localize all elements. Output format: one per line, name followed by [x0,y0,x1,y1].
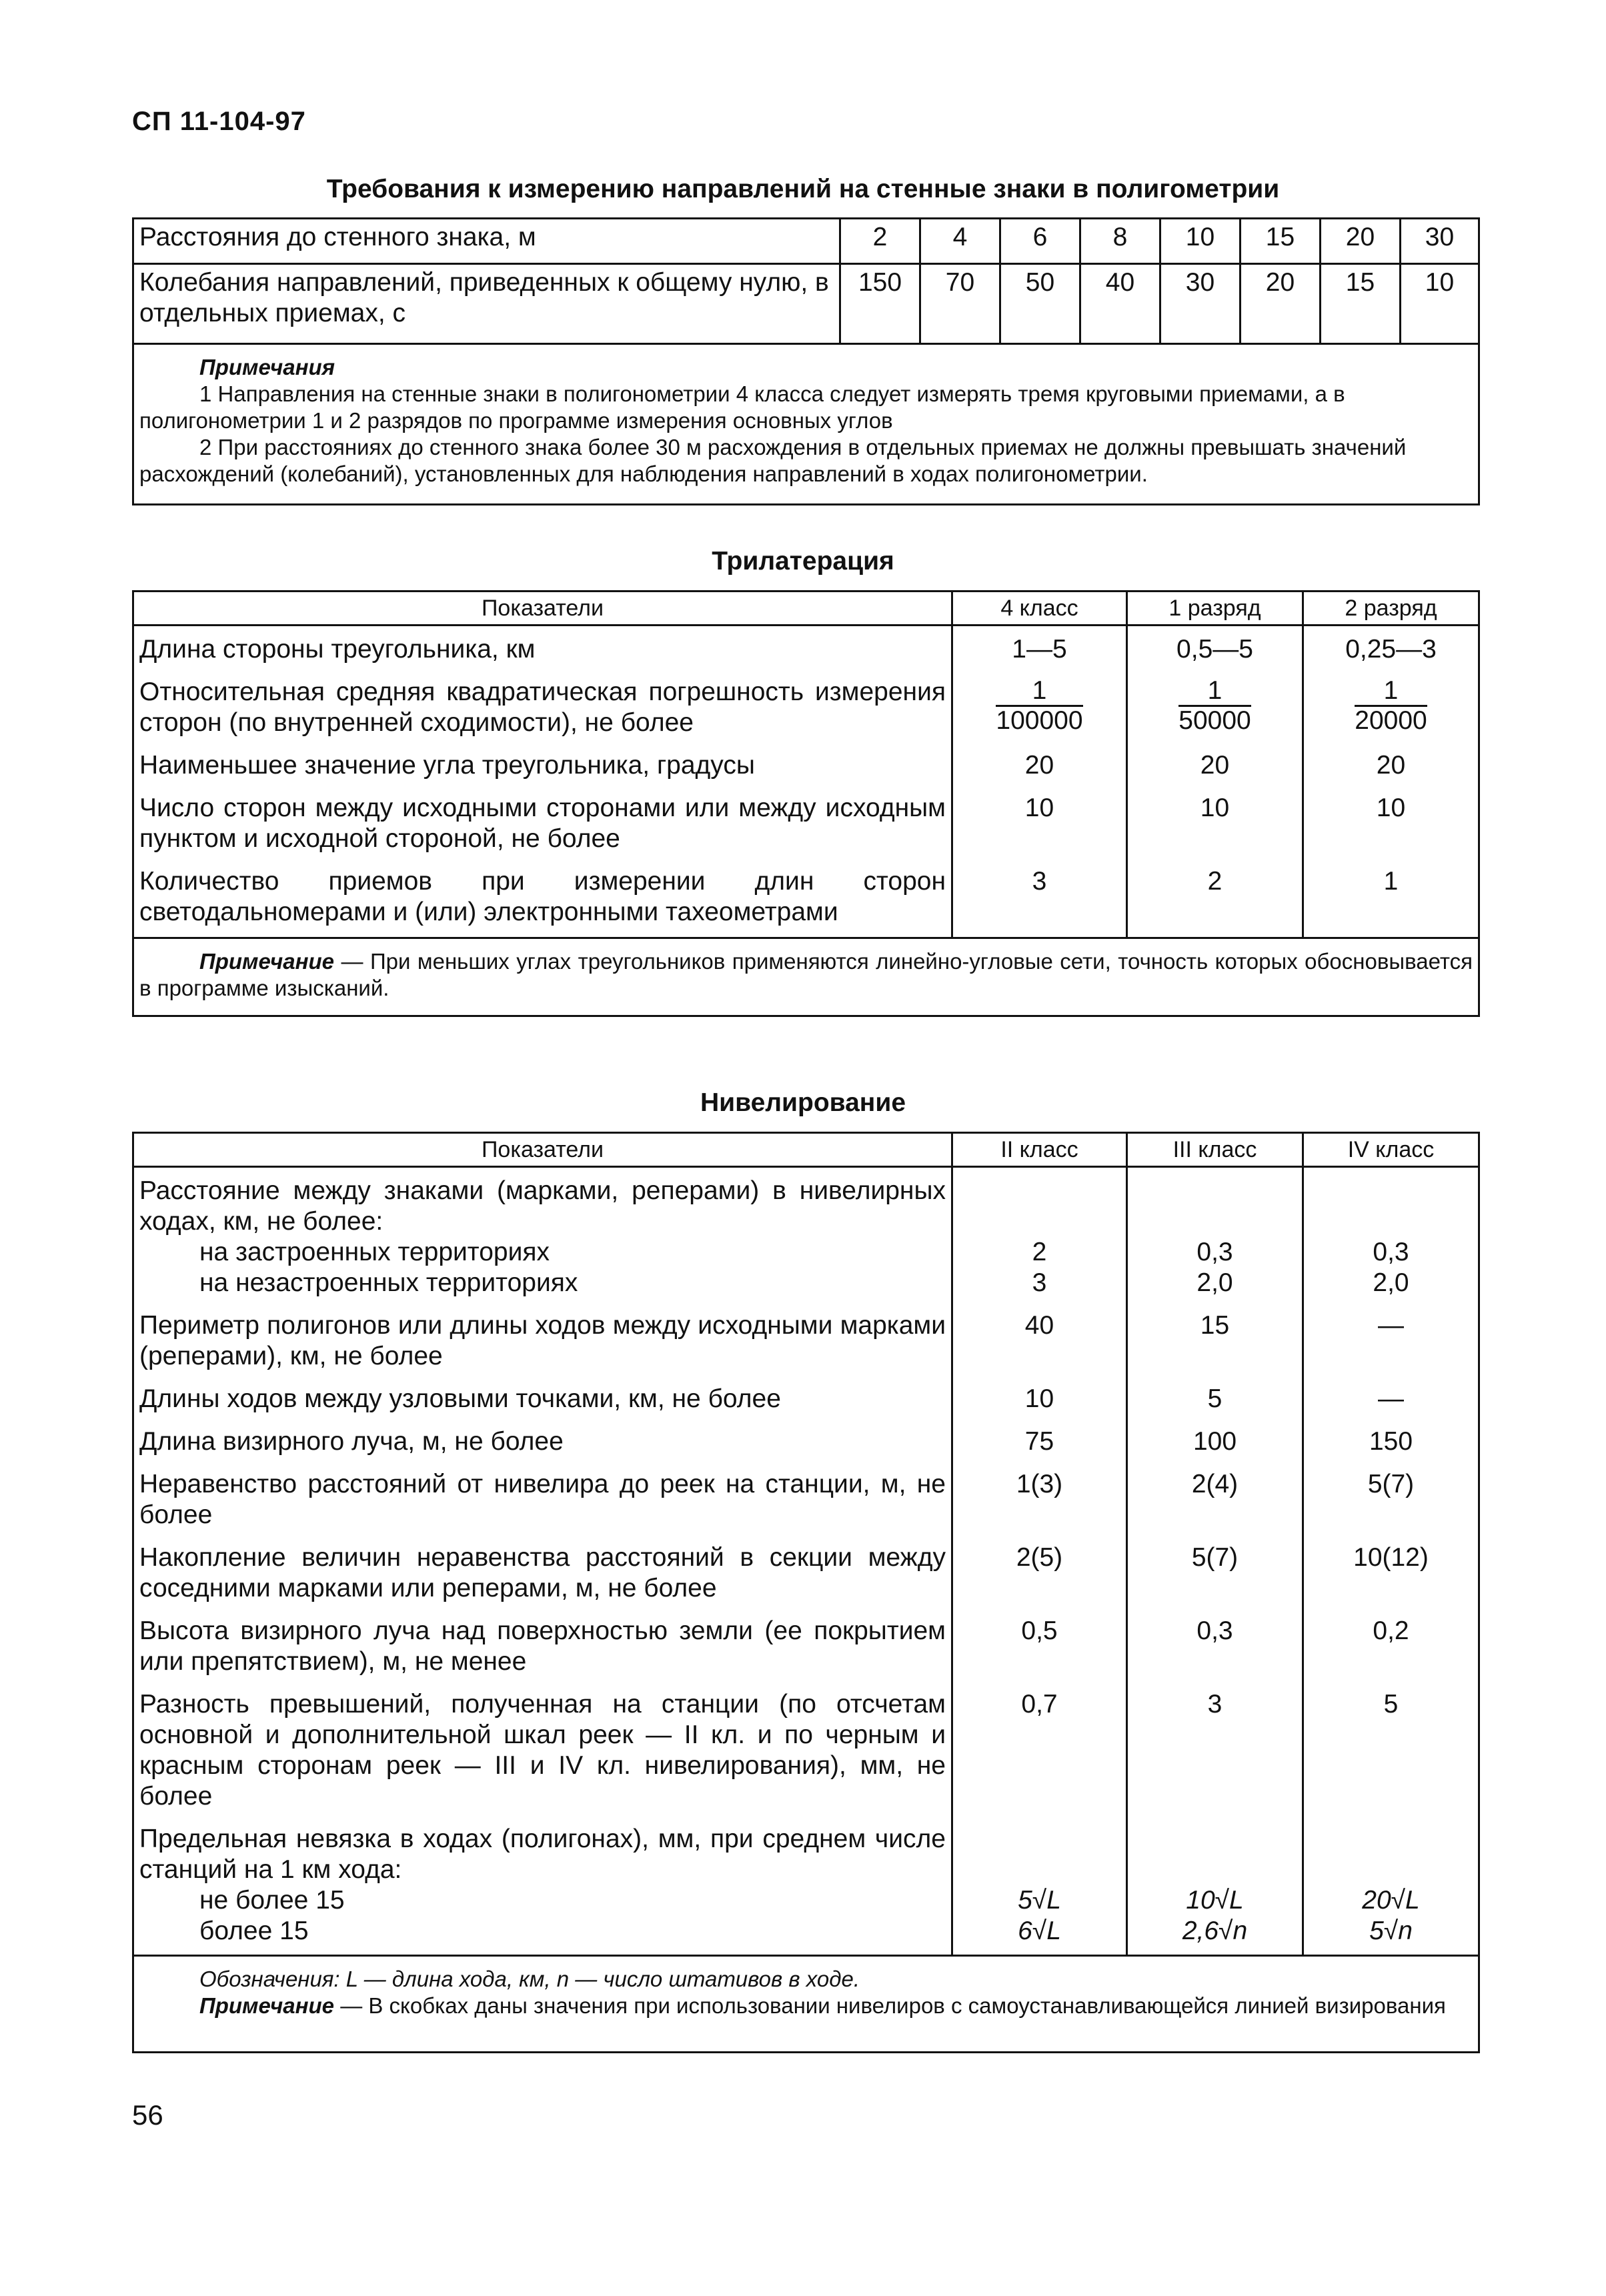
row-value: 0,5 [952,1606,1127,1680]
row-value: 3 [952,857,1127,938]
fluctuation-value: 20 [1241,264,1321,344]
row-value: 2 [1127,857,1303,938]
row-value: 1—5 [952,626,1127,668]
row-label [133,1167,952,1302]
row-value: 1(3) [952,1460,1127,1533]
value: 2,0 [1196,1268,1233,1297]
fraction-cell [1303,668,1479,741]
leveling-note-row [133,1956,1479,2053]
row-value: 3 [1127,1680,1303,1815]
row-label: Накопление величин неравенства расстояний в секции между соседними марками или реперами, м, не более [133,1533,952,1606]
row-value: 20 [1127,741,1303,784]
table-row [133,1680,1479,1815]
row-label [133,1815,952,1956]
wall-sign-directions-table [132,217,1480,505]
fluctuation-value: 30 [1160,264,1241,344]
row-value [952,1815,1127,1956]
distance-value: 10 [1160,219,1241,264]
table-row [133,1815,1479,1956]
value: 2,6√n [1182,1917,1248,1945]
value: 0,3 [1373,1238,1409,1266]
header-indicators: Показатели [133,1133,952,1167]
note-label: Примечание [199,1993,335,2018]
note-2: 2 При расстояниях до стенного знака более 30 м расхождения в отдельных приемах не должны превышать значений расхождений (колебаний), установленных для наблюдения направлений в ходах полигонометрии. [139,435,1407,486]
row-value: 10 [1303,784,1479,857]
table-row [133,857,1479,938]
row-label: Количество приемов при измерении длин сторон светодальномерами и (или) электронными тахеометрами [133,857,952,938]
fluctuation-value: 40 [1080,264,1160,344]
row-value [1127,1815,1303,1956]
sub-label: более 15 [199,1917,309,1945]
fluctuation-label: Колебания направлений, приведенных к общему нулю, в отдельных приемах, с [133,264,840,344]
value: 2,0 [1373,1268,1409,1297]
fraction-cell [1127,668,1303,741]
sub-label: не более 15 [199,1886,345,1915]
value: 6√L [1018,1917,1061,1945]
table-row [133,668,1479,741]
row-value [1127,1167,1303,1302]
row-value: 0,7 [952,1680,1127,1815]
distance-value: 15 [1241,219,1321,264]
numerator: 1 [1355,677,1427,707]
fluctuation-value: 50 [1000,264,1080,344]
header-class-4: 4 класс [952,592,1127,626]
table-row [133,784,1479,857]
row-value: 5(7) [1303,1460,1479,1533]
table-row [133,626,1479,668]
row-label: Длины ходов между узловыми точками, км, не более [133,1374,952,1417]
row-value: 10 [952,784,1127,857]
row-value: 0,5—5 [1127,626,1303,668]
table-row [133,1460,1479,1533]
fraction [996,677,1082,735]
distance-value: 2 [840,219,920,264]
note-text: — При меньших углах треугольников применяются линейно-угловые сети, точность которых обосновывается в программе изысканий. [139,949,1473,1000]
value: 5√L [1018,1886,1061,1915]
header-class-2: II класс [952,1133,1127,1167]
table-row [133,741,1479,784]
note-1: 1 Направления на стенные знаки в полигонометрии 4 класса следует измерять тремя круговыми приемами, а в полигонометрии 1 и 2 разрядов по программе измерения основных углов [139,381,1345,433]
row-value: 2(4) [1127,1460,1303,1533]
value: 2 [1032,1238,1047,1266]
header-class-4: IV класс [1303,1133,1479,1167]
value: 3 [1032,1268,1047,1297]
page-number: 56 [132,2099,163,2131]
distance-value: 6 [1000,219,1080,264]
note-text: — В скобках даны значения при использовании нивелиров с самоустанавливающейся линией визирования [334,1993,1446,2018]
row-value: 10 [1127,784,1303,857]
row-value: 0,3 [1127,1606,1303,1680]
row-value: 2(5) [952,1533,1127,1606]
table3-title: Нивелирование [700,1088,906,1117]
sub-label: на застроенных территориях [199,1238,550,1266]
fluctuation-row [133,264,1479,344]
numerator: 1 [1178,677,1251,707]
row-value: 40 [952,1301,1127,1374]
trilateration-note-row [133,938,1479,1016]
row-value [1303,1815,1479,1956]
distance-label: Расстояния до стенного знака, м [133,219,840,264]
notes-title: Примечания [199,355,335,379]
table-row [133,1374,1479,1417]
row-label: Число сторон между исходными сторонами или между исходным пунктом и исходной стороной, не более [133,784,952,857]
trilateration-note [133,938,1479,1016]
row-label: Периметр полигонов или длины ходов между исходными марками (реперами), км, не более [133,1301,952,1374]
row-value: 20 [952,741,1127,784]
denominator: 20000 [1355,706,1427,735]
row-value: 0,2 [1303,1606,1479,1680]
note-label: Примечание [199,949,335,974]
row-label-text: Расстояние между знаками (марками, реперами) в нивелирных ходах, км, не более: [139,1176,946,1236]
table2-title: Трилатерация [712,547,894,576]
row-value [952,1167,1127,1302]
row-value: 0,25—3 [1303,626,1479,668]
table-row [133,1301,1479,1374]
row-label-text: Предельная невязка в ходах (полигонах), мм, при среднем числе станций на 1 км хода: [139,1825,946,1884]
designations: Обозначения: L — длина хода, км, n — число штативов в ходе. [199,1967,860,1991]
row-label: Высота визирного луча над поверхностью земли (ее покрытием или препятствием), м, не менее [133,1606,952,1680]
row-label: Наименьшее значение угла треугольника, градусы [133,741,952,784]
row-value: — [1303,1374,1479,1417]
leveling-table [132,1132,1480,2053]
leveling-header [133,1133,1479,1167]
fluctuation-value: 150 [840,264,920,344]
value: 20√L [1362,1886,1420,1915]
denominator: 50000 [1178,706,1251,735]
value: 5√n [1369,1917,1413,1945]
row-label: Длина визирного луча, м, не более [133,1417,952,1460]
leveling-note [139,1993,1473,2019]
row-label: Длина стороны треугольника, км [133,626,952,668]
fluctuation-value: 15 [1321,264,1401,344]
row-value: 15 [1127,1301,1303,1374]
row-value: 150 [1303,1417,1479,1460]
row-value: 10 [952,1374,1127,1417]
row-value: — [1303,1301,1479,1374]
sub-label: на незастроенных территориях [199,1268,578,1297]
table-row [133,1167,1479,1302]
trilateration-header [133,592,1479,626]
row-value: 5 [1127,1374,1303,1417]
document-code: СП 11-104-97 [132,107,306,136]
distance-row [133,219,1479,264]
value: 10√L [1186,1886,1244,1915]
denominator: 100000 [996,706,1083,735]
fraction-cell [952,668,1127,741]
row-value: 5 [1303,1680,1479,1815]
table1-title: Требования к измерению направлений на стенные знаки в полигометрии [326,175,1280,203]
fraction [1355,677,1427,735]
header-class-3: III класс [1127,1133,1303,1167]
distance-value: 30 [1401,219,1479,264]
table-row [133,1606,1479,1680]
header-indicators: Показатели [133,592,952,626]
row-value: 75 [952,1417,1127,1460]
table-row [133,1533,1479,1606]
fraction [1178,677,1251,735]
row-value: 100 [1127,1417,1303,1460]
row-label: Относительная средняя квадратическая погрешность измерения сторон (по внутренней сходимости), не более [133,668,952,741]
trilateration-table [132,590,1480,1017]
row-value: 20 [1303,741,1479,784]
notes-cell [133,344,1479,505]
row-value [1303,1167,1479,1302]
distance-value: 20 [1321,219,1401,264]
distance-value: 4 [920,219,1000,264]
row-label: Разность превышений, полученная на станции (по отсчетам основной и дополнительной шкал реек — II кл. и по черным и красным сторонам реек — III и IV кл. нивелирования), мм, не более [133,1680,952,1815]
distance-value: 8 [1080,219,1160,264]
leveling-notes [133,1956,1479,2053]
header-rank-1: 1 разряд [1127,592,1303,626]
row-value: 10(12) [1303,1533,1479,1606]
value: 0,3 [1196,1238,1233,1266]
header-rank-2: 2 разряд [1303,592,1479,626]
fluctuation-value: 70 [920,264,1000,344]
row-label: Неравенство расстояний от нивелира до реек на станции, м, не более [133,1460,952,1533]
row-value: 5(7) [1127,1533,1303,1606]
notes-row [133,344,1479,505]
row-value: 1 [1303,857,1479,938]
fluctuation-value: 10 [1401,264,1479,344]
numerator: 1 [996,677,1082,707]
table-row [133,1417,1479,1460]
